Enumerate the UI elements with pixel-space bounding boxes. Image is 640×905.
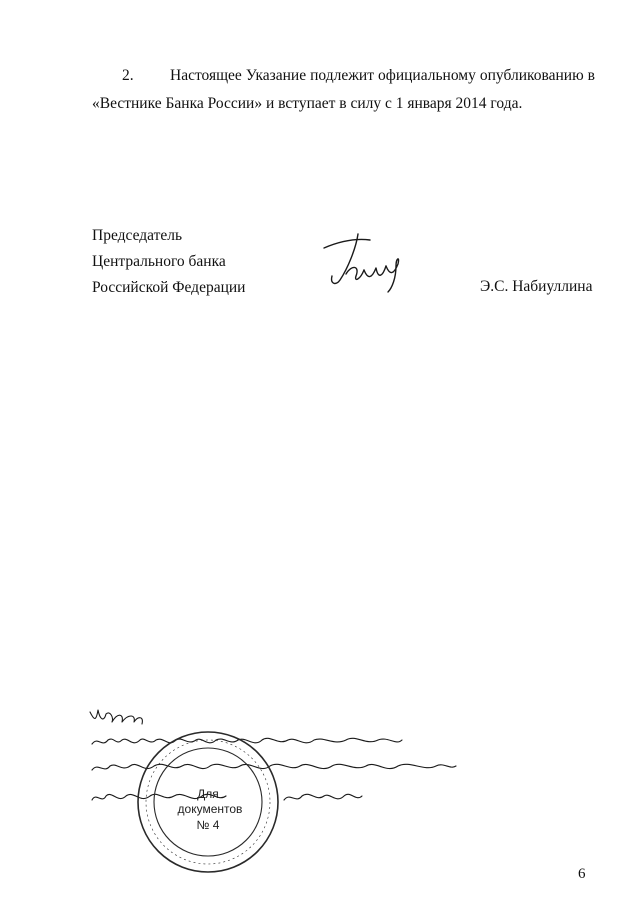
signatory-title-line-3: Российской Федерации (92, 279, 246, 296)
stamp-text-line-3: № 4 (196, 818, 220, 832)
signatory-title-line-1: Председатель (92, 227, 183, 244)
paragraph-line-1 (122, 66, 597, 86)
signatory-name: Э.С. Набиуллина (480, 278, 593, 295)
paragraph-number: 2. (122, 67, 134, 84)
stamp-text-line-1: Для (197, 787, 219, 801)
page-number: 6 (578, 866, 586, 882)
stamp-text-line-2: документов (177, 802, 243, 816)
signatory-title-line-2: Центрального банка (92, 253, 226, 270)
paragraph-text-line-2: «Вестнике Банка России» и вступает в силу с 1 января 2014 года. (92, 95, 523, 112)
paragraph-text-line-1: Настоящее Указание подлежит официальному опубликованию в (170, 67, 595, 84)
signature-image (318, 228, 418, 298)
